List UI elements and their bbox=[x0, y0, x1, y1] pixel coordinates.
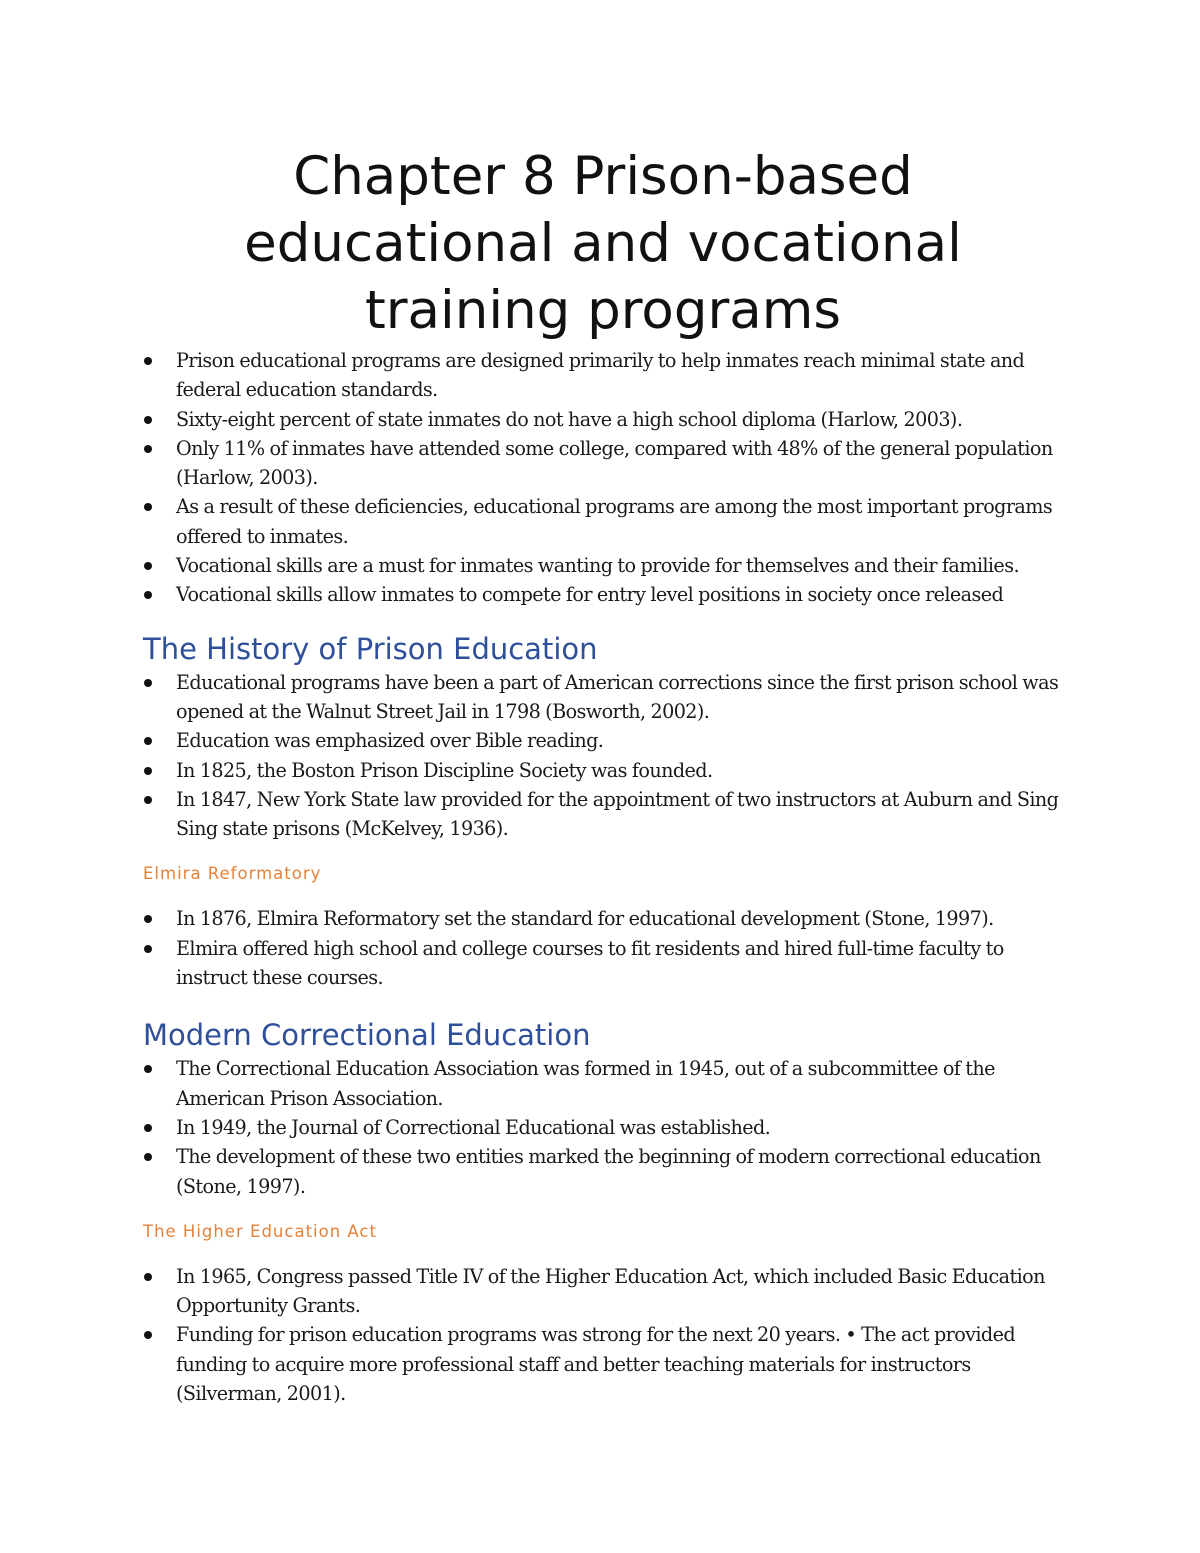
bullet-icon bbox=[144, 945, 152, 953]
bullet-icon bbox=[144, 1331, 152, 1339]
document-body bbox=[143, 143, 1063, 1408]
list-item bbox=[143, 1320, 1063, 1408]
list-item-text: Only 11% of inmates have attended some college, compared with 48% of the general population (Harlow, 2003). bbox=[176, 436, 1053, 490]
elmira-bullet-list bbox=[143, 904, 1063, 992]
bullet-icon bbox=[144, 1065, 152, 1073]
bullet-icon bbox=[144, 767, 152, 775]
list-item bbox=[143, 726, 1063, 755]
hea-heading: The Higher Education Act bbox=[143, 1221, 377, 1241]
list-item bbox=[143, 405, 1063, 434]
bullet-icon bbox=[144, 796, 152, 804]
history-heading: The History of Prison Education bbox=[143, 631, 598, 666]
bullet-icon bbox=[144, 445, 152, 453]
intro-bullet-list bbox=[143, 346, 1063, 610]
bullet-icon bbox=[144, 1273, 152, 1281]
list-item-text: Funding for prison education programs was strong for the next 20 years. • The act provided funding to acquire more professional staff and better teaching materials for instructors (Silverman, 2001). bbox=[176, 1323, 1016, 1406]
list-item bbox=[143, 668, 1063, 727]
history-bullet-list bbox=[143, 668, 1063, 844]
list-item-text: In 1825, the Boston Prison Discipline Society was founded. bbox=[176, 758, 713, 782]
list-item-text: Prison educational programs are designed primarily to help inmates reach minimal state and federal education standards. bbox=[176, 349, 1025, 402]
bullet-icon bbox=[144, 416, 152, 424]
hea-bullet-list bbox=[143, 1262, 1063, 1408]
bullet-icon bbox=[144, 591, 152, 599]
list-item-text: As a result of these deficiencies, educational programs are among the most important programs offered to inmates. bbox=[176, 495, 1053, 548]
modern-heading: Modern Correctional Education bbox=[143, 1018, 591, 1053]
list-item-text: In 1876, Elmira Reformatory set the standard for educational development (Stone, 1997). bbox=[176, 907, 994, 931]
list-item bbox=[143, 434, 1063, 493]
list-item-text: Vocational skills allow inmates to compete for entry level positions in society once released bbox=[176, 583, 1004, 607]
list-item bbox=[143, 785, 1063, 844]
bullet-icon bbox=[144, 1153, 152, 1161]
list-item bbox=[143, 756, 1063, 785]
list-item bbox=[143, 580, 1063, 609]
list-item bbox=[143, 1142, 1063, 1201]
bullet-icon bbox=[144, 1124, 152, 1132]
list-item bbox=[143, 346, 1063, 405]
modern-bullet-list bbox=[143, 1054, 1063, 1200]
list-item bbox=[143, 1054, 1063, 1113]
list-item-text: Education was emphasized over Bible reading. bbox=[176, 729, 604, 753]
list-item-text: Vocational skills are a must for inmates wanting to provide for themselves and their families. bbox=[176, 554, 1019, 578]
bullet-icon bbox=[144, 737, 152, 745]
list-item-text: In 1949, the Journal of Correctional Educational was established. bbox=[176, 1115, 771, 1139]
bullet-icon bbox=[144, 503, 152, 511]
bullet-icon bbox=[144, 915, 152, 923]
list-item-text: Elmira offered high school and college courses to fit residents and hired full-time faculty to instruct these courses. bbox=[176, 936, 1004, 990]
elmira-heading: Elmira Reformatory bbox=[143, 864, 322, 884]
list-item-text: The Correctional Education Association was formed in 1945, out of a subcommittee of the American Prison Association. bbox=[176, 1057, 995, 1110]
list-item bbox=[143, 904, 1063, 933]
list-item-text: In 1847, New York State law provided for the appointment of two instructors at Auburn and Sing Sing state prisons (McKelvey, 1936). bbox=[176, 787, 1059, 841]
list-item-text: Educational programs have been a part of American corrections since the first prison school was opened at the Walnut Street Jail in 1798 (Bosworth, 2002). bbox=[176, 670, 1059, 723]
list-item-text: Sixty-eight percent of state inmates do not have a high school diploma (Harlow, 2003). bbox=[176, 407, 963, 431]
list-item bbox=[143, 551, 1063, 580]
bullet-icon bbox=[144, 562, 152, 570]
list-item-text: In 1965, Congress passed Title IV of the Higher Education Act, which included Basic Education Opportunity Grants. bbox=[176, 1264, 1045, 1318]
list-item bbox=[143, 1262, 1063, 1321]
list-item bbox=[143, 934, 1063, 993]
list-item bbox=[143, 492, 1063, 551]
list-item-text: The development of these two entities marked the beginning of modern correctional education (Stone, 1997). bbox=[176, 1145, 1041, 1198]
bullet-icon bbox=[144, 679, 152, 687]
list-item bbox=[143, 1113, 1063, 1142]
bullet-icon bbox=[144, 357, 152, 365]
chapter-title: Chapter 8 Prison-based educational and vocational training programs bbox=[244, 146, 962, 341]
